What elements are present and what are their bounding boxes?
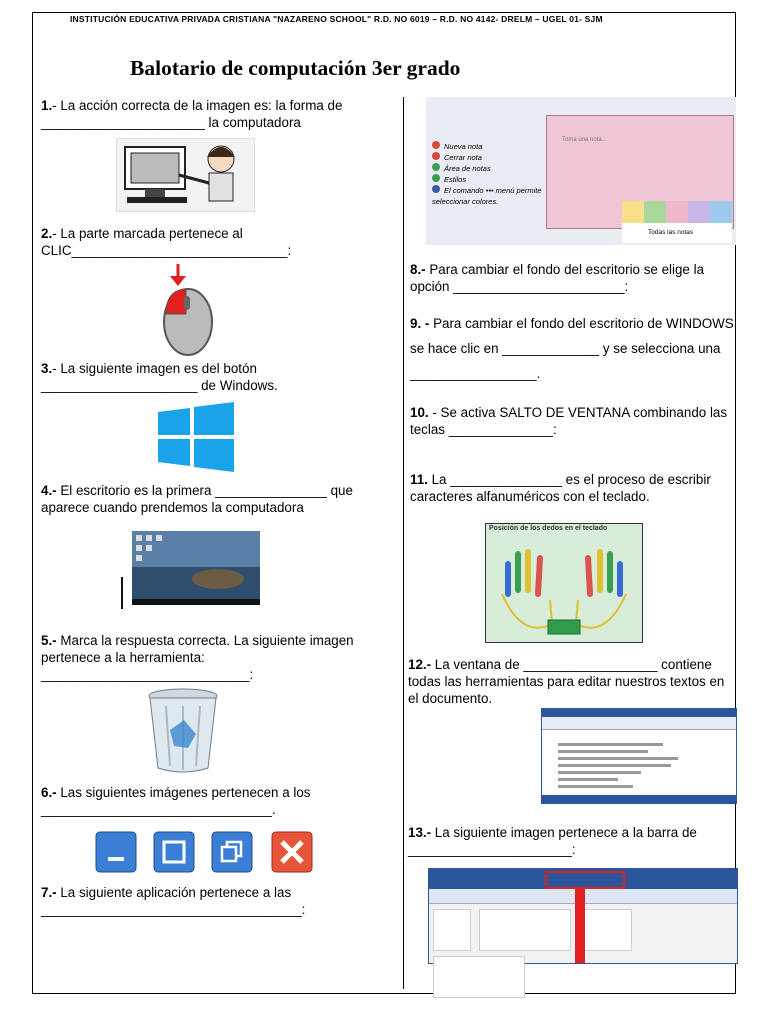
notes-placeholder: Toma una nota... xyxy=(562,137,607,143)
question-12: 12.- La ventana de __________________ contiene todas las herramientas para editar nuestros textos en el documento. xyxy=(408,657,725,706)
word-toolbar-image xyxy=(428,868,738,964)
notes-footer: Todas las notas xyxy=(622,223,732,243)
window-buttons-image xyxy=(94,830,320,874)
finger-position-title: Posición de los dedos en el teclado xyxy=(489,525,608,532)
school-header: INSTITUCIÓN EDUCATIVA PRIVADA CRISTIANA "NAZARENO SCHOOL" R.D. NO 6019 – R.D. NO 4142- DRELM – UGEL 01- SJM xyxy=(70,14,603,24)
question-7: 7.- La siguiente aplicación pertenece a las ___________________________________: xyxy=(41,885,306,917)
question-1: 1.- La acción correcta de la imagen es: la forma de ______________________ la computadora xyxy=(41,98,343,130)
recycle-bin-icon xyxy=(140,686,227,776)
question-10: 10. - Se activa SALTO DE VENTANA combinando las teclas ______________: xyxy=(410,405,728,437)
computer-girl-image xyxy=(116,138,255,212)
question-5: 5.- Marca la respuesta correcta. La siguiente imagen pertenece a la herramienta: ____________________________: xyxy=(41,633,354,682)
finger-position-image xyxy=(485,523,643,643)
mouse-image xyxy=(158,262,213,358)
notes-legend: Nueva nota Cerrar nota Área de notas Estilos El comando ••• menú permite seleccionar colores. xyxy=(432,142,542,206)
question-9: 9. - Para cambiar el fondo del escritorio de WINDOWS se hace clic en _____________ y se selecciona una _________________. xyxy=(410,316,734,381)
column-divider xyxy=(403,97,404,989)
question-13: 13.- La siguiente imagen pertenece a la barra de ______________________: xyxy=(408,825,697,857)
sticky-notes-image xyxy=(426,97,736,245)
desktop-screenshot-image xyxy=(118,527,264,615)
color-swatches xyxy=(622,201,732,223)
windows-logo-icon xyxy=(146,400,244,474)
question-8: 8.- Para cambiar el fondo del escritorio se elige la opción _______________________: xyxy=(410,262,705,294)
question-3: 3.- La siguiente imagen es del botón _____________________ de Windows. xyxy=(41,361,278,393)
question-6: 6.- Las siguientes imágenes pertenecen a los _______________________________. xyxy=(41,785,311,817)
page-title: Balotario de computación 3er grado xyxy=(130,56,461,80)
question-2: 2.- La parte marcada pertenece al CLIC_____________________________: xyxy=(41,226,292,258)
question-11: 11. La _______________ es el proceso de escribir caracteres alfanuméricos con el teclado. xyxy=(410,472,711,504)
word-window-image xyxy=(541,708,737,804)
question-4: 4.- El escritorio es la primera _______________ que aparece cuando prendemos la computadora xyxy=(41,483,353,515)
